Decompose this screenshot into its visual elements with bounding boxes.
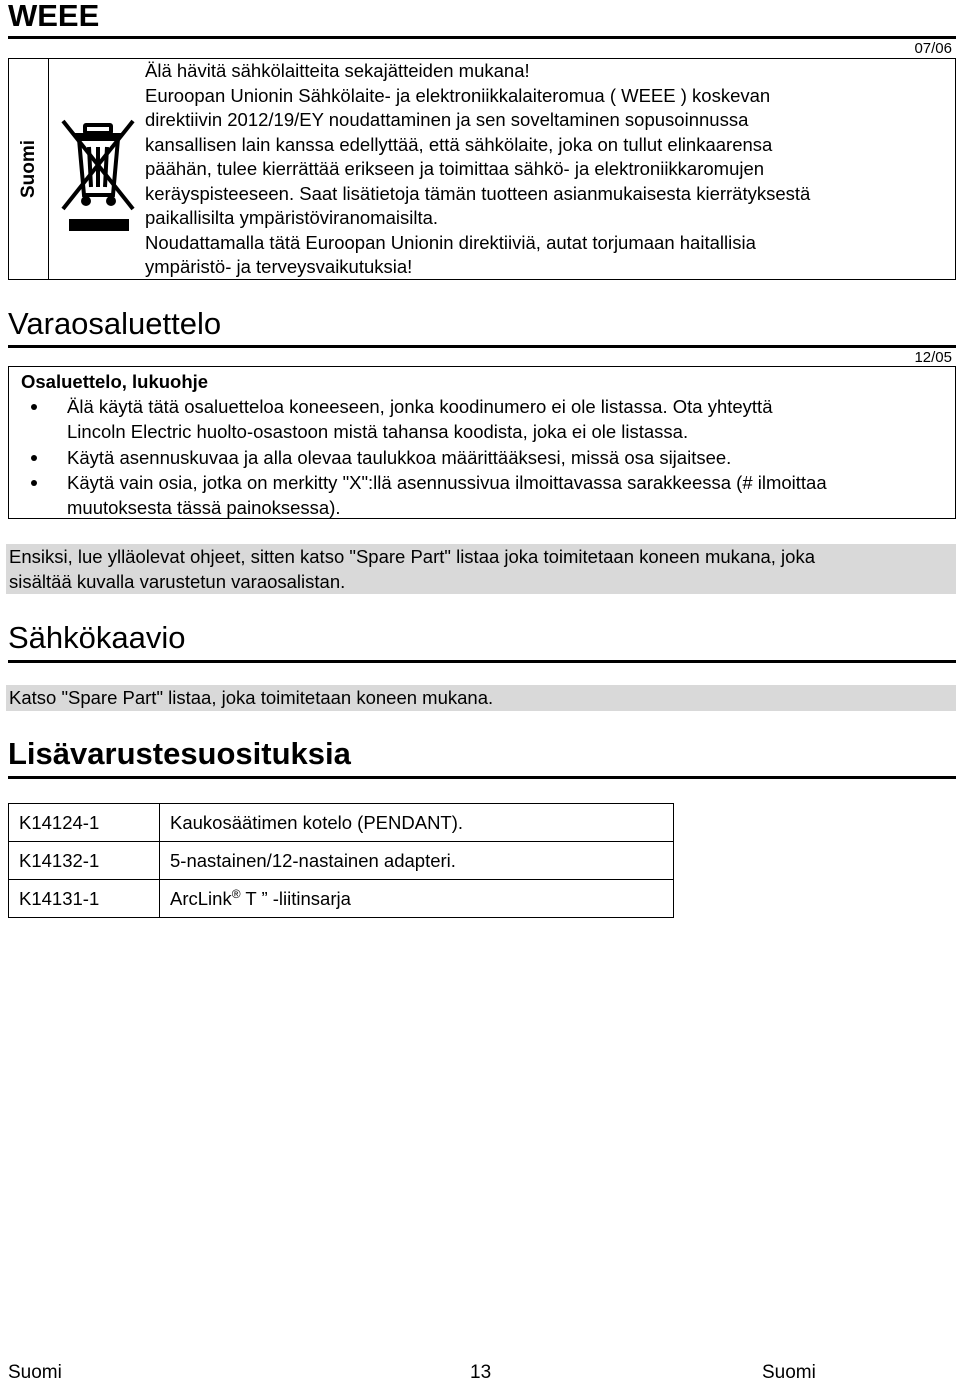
weee-box — [8, 58, 956, 280]
wheelie-bin-icon — [57, 111, 139, 235]
bullet-icon — [31, 404, 37, 410]
accessory-code: K14132-1 — [9, 842, 160, 880]
wiring-note-text: Katso "Spare Part" listaa, joka toimitetaan koneen mukana. — [9, 687, 494, 708]
registered-mark: ® — [231, 886, 241, 901]
parts-box — [8, 366, 956, 519]
wiring-note — [6, 685, 956, 711]
bullet-line: muutoksesta tässä painoksessa). — [67, 496, 341, 518]
accessory-desc: Kaukosäätimen kotelo (PENDANT). — [160, 804, 674, 842]
weee-date: 07/06 — [914, 40, 952, 57]
parts-box-heading: Osaluettelo, lukuohje — [21, 371, 209, 392]
table-row — [9, 880, 674, 918]
parts-date: 12/05 — [914, 349, 952, 366]
weee-line: päähän, tulee kierrättää erikseen ja toimittaa sähkö- ja elektroniikkaromujen — [145, 158, 765, 179]
weee-text — [145, 59, 810, 280]
accessory-code: K14124-1 — [9, 804, 160, 842]
wiring-rule — [8, 660, 956, 663]
bullet-icon — [31, 480, 37, 486]
weee-heading: WEEE — [8, 0, 100, 33]
footer-right: Suomi — [762, 1362, 816, 1383]
language-tab — [9, 59, 49, 279]
footer-left: Suomi — [8, 1362, 62, 1383]
accessories-heading: Lisävarustesuosituksia — [8, 736, 351, 771]
table-row — [9, 842, 674, 880]
parts-note-line: Ensiksi, lue ylläolevat ohjeet, sitten katso "Spare Part" listaa joka toimitetaan koneen mukana, joka — [9, 546, 815, 567]
accessory-desc-rest: T ” -liitinsarja — [240, 888, 351, 910]
wiring-heading: Sähkökaavio — [8, 620, 186, 655]
arclink-text: ArcLink — [170, 888, 232, 910]
language-tab-label: Suomi — [17, 139, 39, 199]
bullet-line: Lincoln Electric huolto-osastoon mistä tahansa koodista, joka ei ole listassa. — [67, 420, 689, 442]
weee-line: Euroopan Unionin Sähkölaite- ja elektroniikkalaiteromua ( WEEE ) koskevan — [145, 84, 771, 106]
bullet-line: Älä käytä tätä osaluetteloa koneeseen, jonka koodinumero ei ole listassa. Ota yhteyttä — [67, 396, 773, 417]
weee-line: keräyspisteeseen. Saat lisätietoja tämän tuotteen asianmukaisesta kierrätyksestä — [145, 182, 811, 204]
parts-heading: Varaosaluettelo — [8, 306, 222, 341]
table-row — [9, 804, 674, 842]
weee-rule — [8, 36, 956, 39]
weee-line: ympäristö- ja terveysvaikutuksia! — [145, 256, 413, 277]
parts-note-line: sisältää kuvalla varustetun varaosalistan. — [9, 570, 346, 592]
bullet-icon — [31, 455, 37, 461]
accessories-table — [8, 803, 674, 918]
accessory-desc: 5-nastainen/12-nastainen adapteri. — [160, 842, 674, 880]
weee-line: paikallisilta ympäristöviranomaisilta. — [145, 207, 439, 228]
bullet-line: Käytä vain osia, jotka on merkitty "X":llä asennussivua ilmoittavassa sarakkeessa (# ilmoittaa — [67, 472, 827, 493]
accessory-code: K14131-1 — [9, 880, 160, 918]
accessory-desc — [160, 880, 674, 918]
parts-rule — [8, 345, 956, 348]
weee-line: direktiivin 2012/19/EY noudattaminen ja sen soveltaminen sopusoinnussa — [145, 109, 749, 130]
accessories-rule — [8, 776, 956, 779]
bullet-line: Käytä asennuskuvaa ja alla olevaa taulukkoa määrittääksesi, missä osa sijaitsee. — [67, 447, 732, 468]
parts-note — [6, 544, 956, 594]
weee-line: Älä hävitä sähkölaitteita sekajätteiden mukana! — [145, 60, 530, 81]
weee-line: kansallisen lain kanssa edellyttää, että sähkölaite, joka on tullut elinkaarensa — [145, 133, 773, 155]
weee-line: Noudattamalla tätä Euroopan Unionin direktiiviä, autat torjumaan haitallisia — [145, 231, 756, 253]
page-number: 13 — [470, 1362, 492, 1383]
